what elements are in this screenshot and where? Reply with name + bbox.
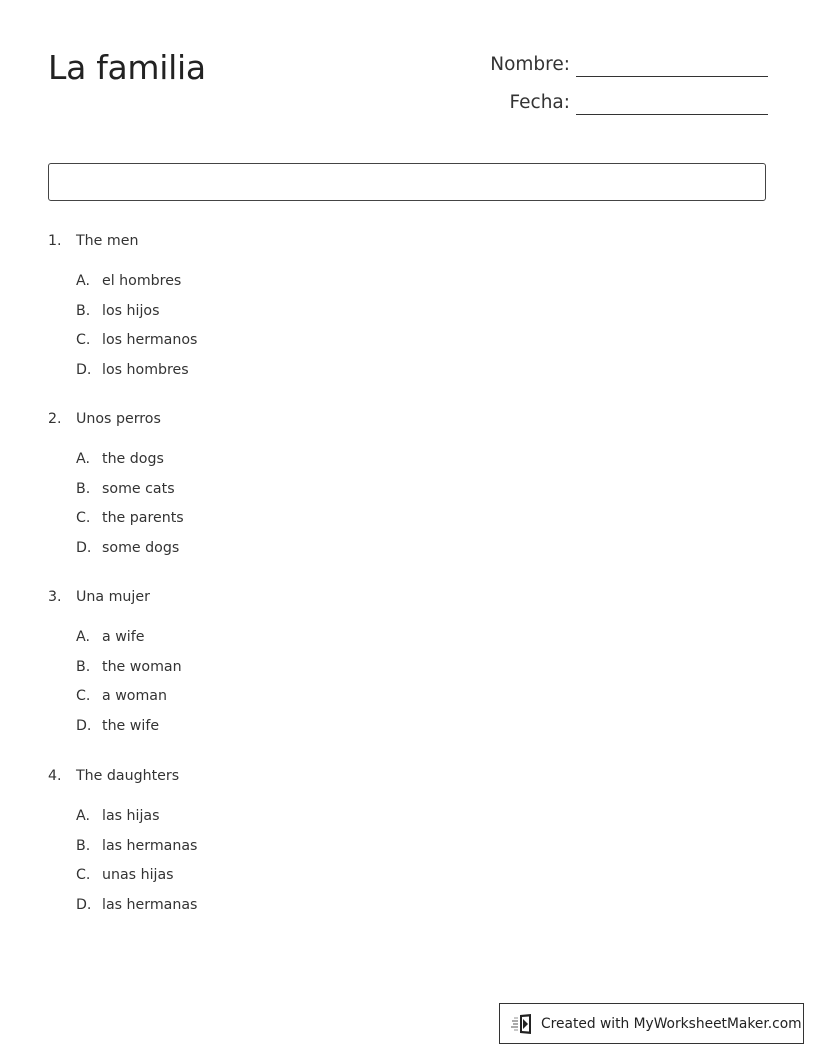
option-letter: C. (76, 867, 91, 883)
name-blank-line[interactable] (576, 54, 768, 77)
options-list (76, 627, 182, 745)
created-with-badge[interactable] (499, 1003, 804, 1044)
question-header (48, 766, 197, 786)
question-number: 1. (48, 233, 62, 249)
option-letter: A. (76, 629, 90, 645)
date-field (470, 91, 768, 115)
date-label: Fecha: (509, 92, 570, 113)
option-text: unas hijas (102, 867, 174, 883)
question-number: 3. (48, 589, 62, 605)
options-list (76, 271, 197, 389)
option-letter: A. (76, 808, 90, 824)
option-letter: D. (76, 896, 92, 913)
question-header (48, 231, 197, 251)
option-text: some cats (102, 480, 175, 497)
question-header (48, 409, 184, 429)
option-letter: A. (76, 273, 90, 289)
question-number: 2. (48, 411, 62, 427)
options-list (76, 449, 184, 567)
option-d[interactable] (76, 716, 182, 746)
option-text: las hermanas (102, 837, 198, 854)
option-d[interactable] (76, 538, 184, 568)
option-c[interactable] (76, 686, 182, 716)
option-text: the wife (102, 717, 160, 734)
option-d[interactable] (76, 895, 197, 925)
option-letter: C. (76, 688, 91, 704)
badge-text: Created with MyWorksheetMaker.com (541, 1015, 802, 1032)
option-letter: B. (76, 837, 91, 854)
question-3 (48, 587, 182, 745)
option-text: el hombres (102, 273, 182, 289)
question-prompt: Unos perros (76, 411, 161, 427)
option-letter: B. (76, 302, 91, 319)
question-number: 4. (48, 768, 62, 784)
question-header (48, 587, 182, 607)
name-label: Nombre: (490, 54, 570, 75)
option-text: a woman (102, 688, 167, 704)
option-d[interactable] (76, 360, 197, 390)
option-letter: A. (76, 451, 90, 467)
option-text: the woman (102, 658, 182, 675)
option-text: los hijos (102, 302, 160, 319)
option-letter: B. (76, 480, 91, 497)
option-c[interactable] (76, 865, 197, 895)
option-a[interactable] (76, 627, 182, 657)
option-letter: D. (76, 361, 92, 378)
option-text: los hombres (102, 361, 189, 378)
option-a[interactable] (76, 271, 197, 301)
name-field (470, 53, 768, 77)
option-text: a wife (102, 629, 145, 645)
option-a[interactable] (76, 449, 184, 479)
page-title: La familia (48, 48, 206, 87)
option-text: the dogs (102, 451, 164, 467)
option-letter: C. (76, 510, 91, 526)
question-4 (48, 766, 197, 924)
option-text: los hermanos (102, 332, 198, 348)
worksheet-maker-logo-icon (511, 1013, 535, 1035)
option-b[interactable] (76, 657, 182, 687)
option-text: the parents (102, 510, 184, 526)
option-text: las hijas (102, 808, 160, 824)
question-2 (48, 409, 184, 567)
option-letter: B. (76, 658, 91, 675)
option-text: some dogs (102, 539, 180, 556)
option-letter: D. (76, 539, 92, 556)
question-1 (48, 231, 197, 389)
question-prompt: The daughters (76, 768, 180, 784)
word-bank-box (48, 163, 766, 201)
option-letter: C. (76, 332, 91, 348)
option-b[interactable] (76, 479, 184, 509)
option-letter: D. (76, 717, 92, 734)
option-b[interactable] (76, 301, 197, 331)
option-c[interactable] (76, 508, 184, 538)
option-b[interactable] (76, 836, 197, 866)
question-prompt: The men (76, 233, 139, 249)
option-text: las hermanas (102, 896, 198, 913)
options-list (76, 806, 197, 924)
question-prompt: Una mujer (76, 589, 150, 605)
option-c[interactable] (76, 330, 197, 360)
option-a[interactable] (76, 806, 197, 836)
date-blank-line[interactable] (576, 92, 768, 115)
